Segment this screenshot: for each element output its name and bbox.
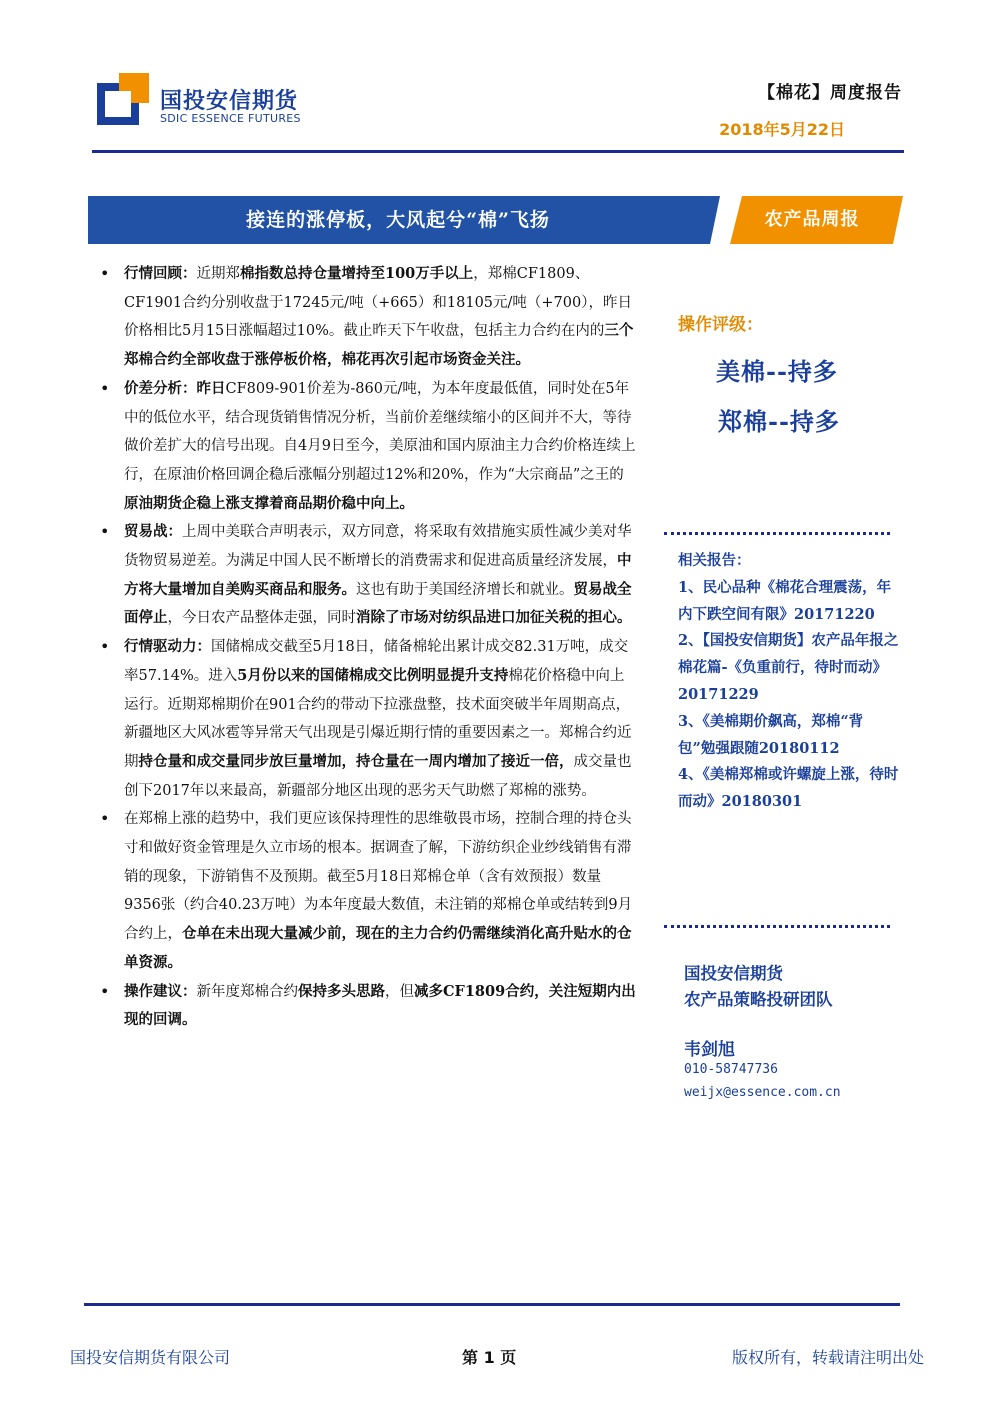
- bullet-lead: 贸易战：: [124, 523, 182, 541]
- body-text: 成交量也创下2017年以来最高，新疆部分地区出现的恶劣天气助燃了郑棉的涨势。: [124, 753, 632, 799]
- body-highlight: 5月份以来的国储棉成交比例明显提升支持: [237, 666, 509, 684]
- analyst-email[interactable]: weijx@essence.com.cn: [684, 1085, 841, 1100]
- report-date: 2018年5月22日: [719, 120, 845, 139]
- body-text: 在郑棉上涨的趋势中，我们更应该保持理性的思维敬畏市场，控制合理的持仓头寸和做好资金管理是久立市场的根本。据调查了解，下游纺织企业纱线销售有滞销的现象，下游销售不及预期。截至5月18日郑棉仓单（含有效预报）数量9356张（约合40.23万吨）为本年度最大数值，未注销的郑棉仓单或结转到9月合约上，: [124, 811, 633, 943]
- main-content: [100, 260, 636, 1035]
- analyst-phone: 010-58747736: [684, 1062, 778, 1077]
- bullet-lead: 操作建议：: [124, 982, 197, 1000]
- company-logo: [97, 73, 149, 125]
- related-report-item[interactable]: 4、《美棉郑棉或许螺旋上涨，待时而动》20180301: [678, 766, 899, 811]
- rating-label: 操作评级：: [678, 315, 763, 335]
- body-text: 上周中美联合声明表示，双方同意，将采取有效措施实质性减少美对华货物贸易逆差。为满足中国人民不断增长的消费需求和促进高质量经济发展，: [124, 524, 632, 570]
- body-highlight: 三个郑棉合约全部收盘于涨停板价格，棉花再次引起市场资金关注。: [124, 322, 634, 369]
- body-highlight: 原油期货企稳上涨支撑着商品期价稳中向上。: [124, 494, 414, 512]
- footer-copyright: 版权所有，转载请注明出处: [731, 1348, 924, 1367]
- bullet-lead: 价差分析：: [124, 379, 197, 397]
- rating-us-cotton: 美棉--持多: [716, 357, 838, 386]
- body-highlight: 昨日: [196, 379, 226, 397]
- body-text: 这也有助于美国经济增长和就业。: [356, 581, 574, 598]
- report-type: 【棉花】周度报告: [758, 83, 902, 103]
- report-headline: 接连的涨停板，大风起兮“棉”飞扬: [246, 209, 550, 231]
- body-highlight: 消除了市场对纺织品进口加征关税的担心。: [356, 609, 632, 627]
- footer-company: 国投安信期货有限公司: [70, 1348, 231, 1367]
- body-text: ，郑棉CF1809、CF1901合约分别收盘于17245元/吨（+665）和18105元/吨（+700），昨日价格相比5月15日涨幅超过10%。截止昨天下午收盘，包括主力合约在内的: [124, 266, 632, 340]
- body-highlight: 减多CF1809合约，关注短期内出现的回调。: [124, 982, 636, 1029]
- footer-divider: [84, 1303, 900, 1306]
- bullet-market-drivers: [100, 633, 636, 805]
- bullet-lead: 行情回顾：: [124, 265, 197, 282]
- report-category-tag: 农产品周报: [764, 209, 860, 230]
- body-text: 国储棉成交截至5月18日，储备棉轮出累计成交82.31万吨，成交率57.14%。进入: [124, 639, 629, 684]
- body-text: ，但: [385, 983, 414, 1000]
- bullet-trading-advice: [100, 978, 636, 1035]
- related-report-item[interactable]: 3、《美棉期价飙高，郑棉“背包”勉强跟随20180112: [678, 712, 864, 757]
- bullet-risk-management: [100, 805, 636, 977]
- team-name: 农产品策略投研团队: [684, 990, 833, 1009]
- body-text: 新年度郑棉合约: [196, 983, 298, 1000]
- body-highlight: 贸易战全面停止: [124, 580, 632, 627]
- related-report-item[interactable]: 2、【国投安信期货】农产品年报之棉花篇-《负重前行，待时而动》20171229: [678, 632, 899, 703]
- body-highlight: 持仓量和成交量同步放巨量增加，持仓量在一周内增加了接近一倍，: [138, 752, 574, 770]
- sidebar-divider: [664, 532, 890, 535]
- body-highlight: 仓单在未出现大量减少前，现在的主力合约仍需继续消化高升贴水的仓单资源。: [124, 925, 632, 971]
- body-text: ，今日农产品整体走强，同时: [167, 610, 356, 627]
- related-report-item[interactable]: 1、民心品种《棉花合理震荡，年内下跌空间有限》20171220: [678, 578, 892, 623]
- related-reports-heading: 相关报告：: [678, 552, 751, 569]
- analyst-name: 韦剑旭: [684, 1040, 735, 1060]
- header-divider: [92, 150, 904, 153]
- bullet-spread-analysis: [100, 375, 636, 519]
- bullet-market-review: [100, 260, 636, 375]
- body-highlight: 中方将大量增加自美购买商品和服务。: [124, 552, 632, 598]
- bullet-trade-war: [100, 518, 636, 633]
- body-text: CF809-901价差为-860元/吨，为本年度最低值，同时处在5年中的低位水平，结合现货销售情况分析，当前价差继续缩小的区间并不大，等待做价差扩大的信号出现。自4月9日至今，美原油和国内原油主力合约价格连续上行，在原油价格回调企稳后涨幅分别超过12%和20%，作为“大宗商品”之王的: [124, 380, 636, 483]
- body-highlight: 棉指数总持仓量增持至100万手以上: [240, 265, 474, 282]
- body-text: 棉花价格稳中向上运行。近期郑棉期价在901合约的带动下拉涨盘整，技术面突破半年周期高点，新疆地区大风冰雹等异常天气出现是引爆近期行情的重要因素之一。郑棉合约近期: [124, 667, 632, 770]
- sidebar-divider: [664, 925, 890, 928]
- logo-text-cn: 国投安信期货: [160, 89, 299, 114]
- team-company: 国投安信期货: [684, 964, 783, 983]
- related-reports: [678, 548, 900, 816]
- bullet-lead: 行情驱动力：: [124, 638, 211, 656]
- rating-zhengzhou-cotton: 郑棉--持多: [718, 407, 840, 436]
- logo-text-en: SDIC ESSENCE FUTURES: [160, 112, 301, 125]
- body-text: 近期郑: [196, 266, 240, 282]
- body-highlight: 保持多头思路: [298, 982, 385, 1000]
- page-number: 第 1 页: [462, 1348, 517, 1367]
